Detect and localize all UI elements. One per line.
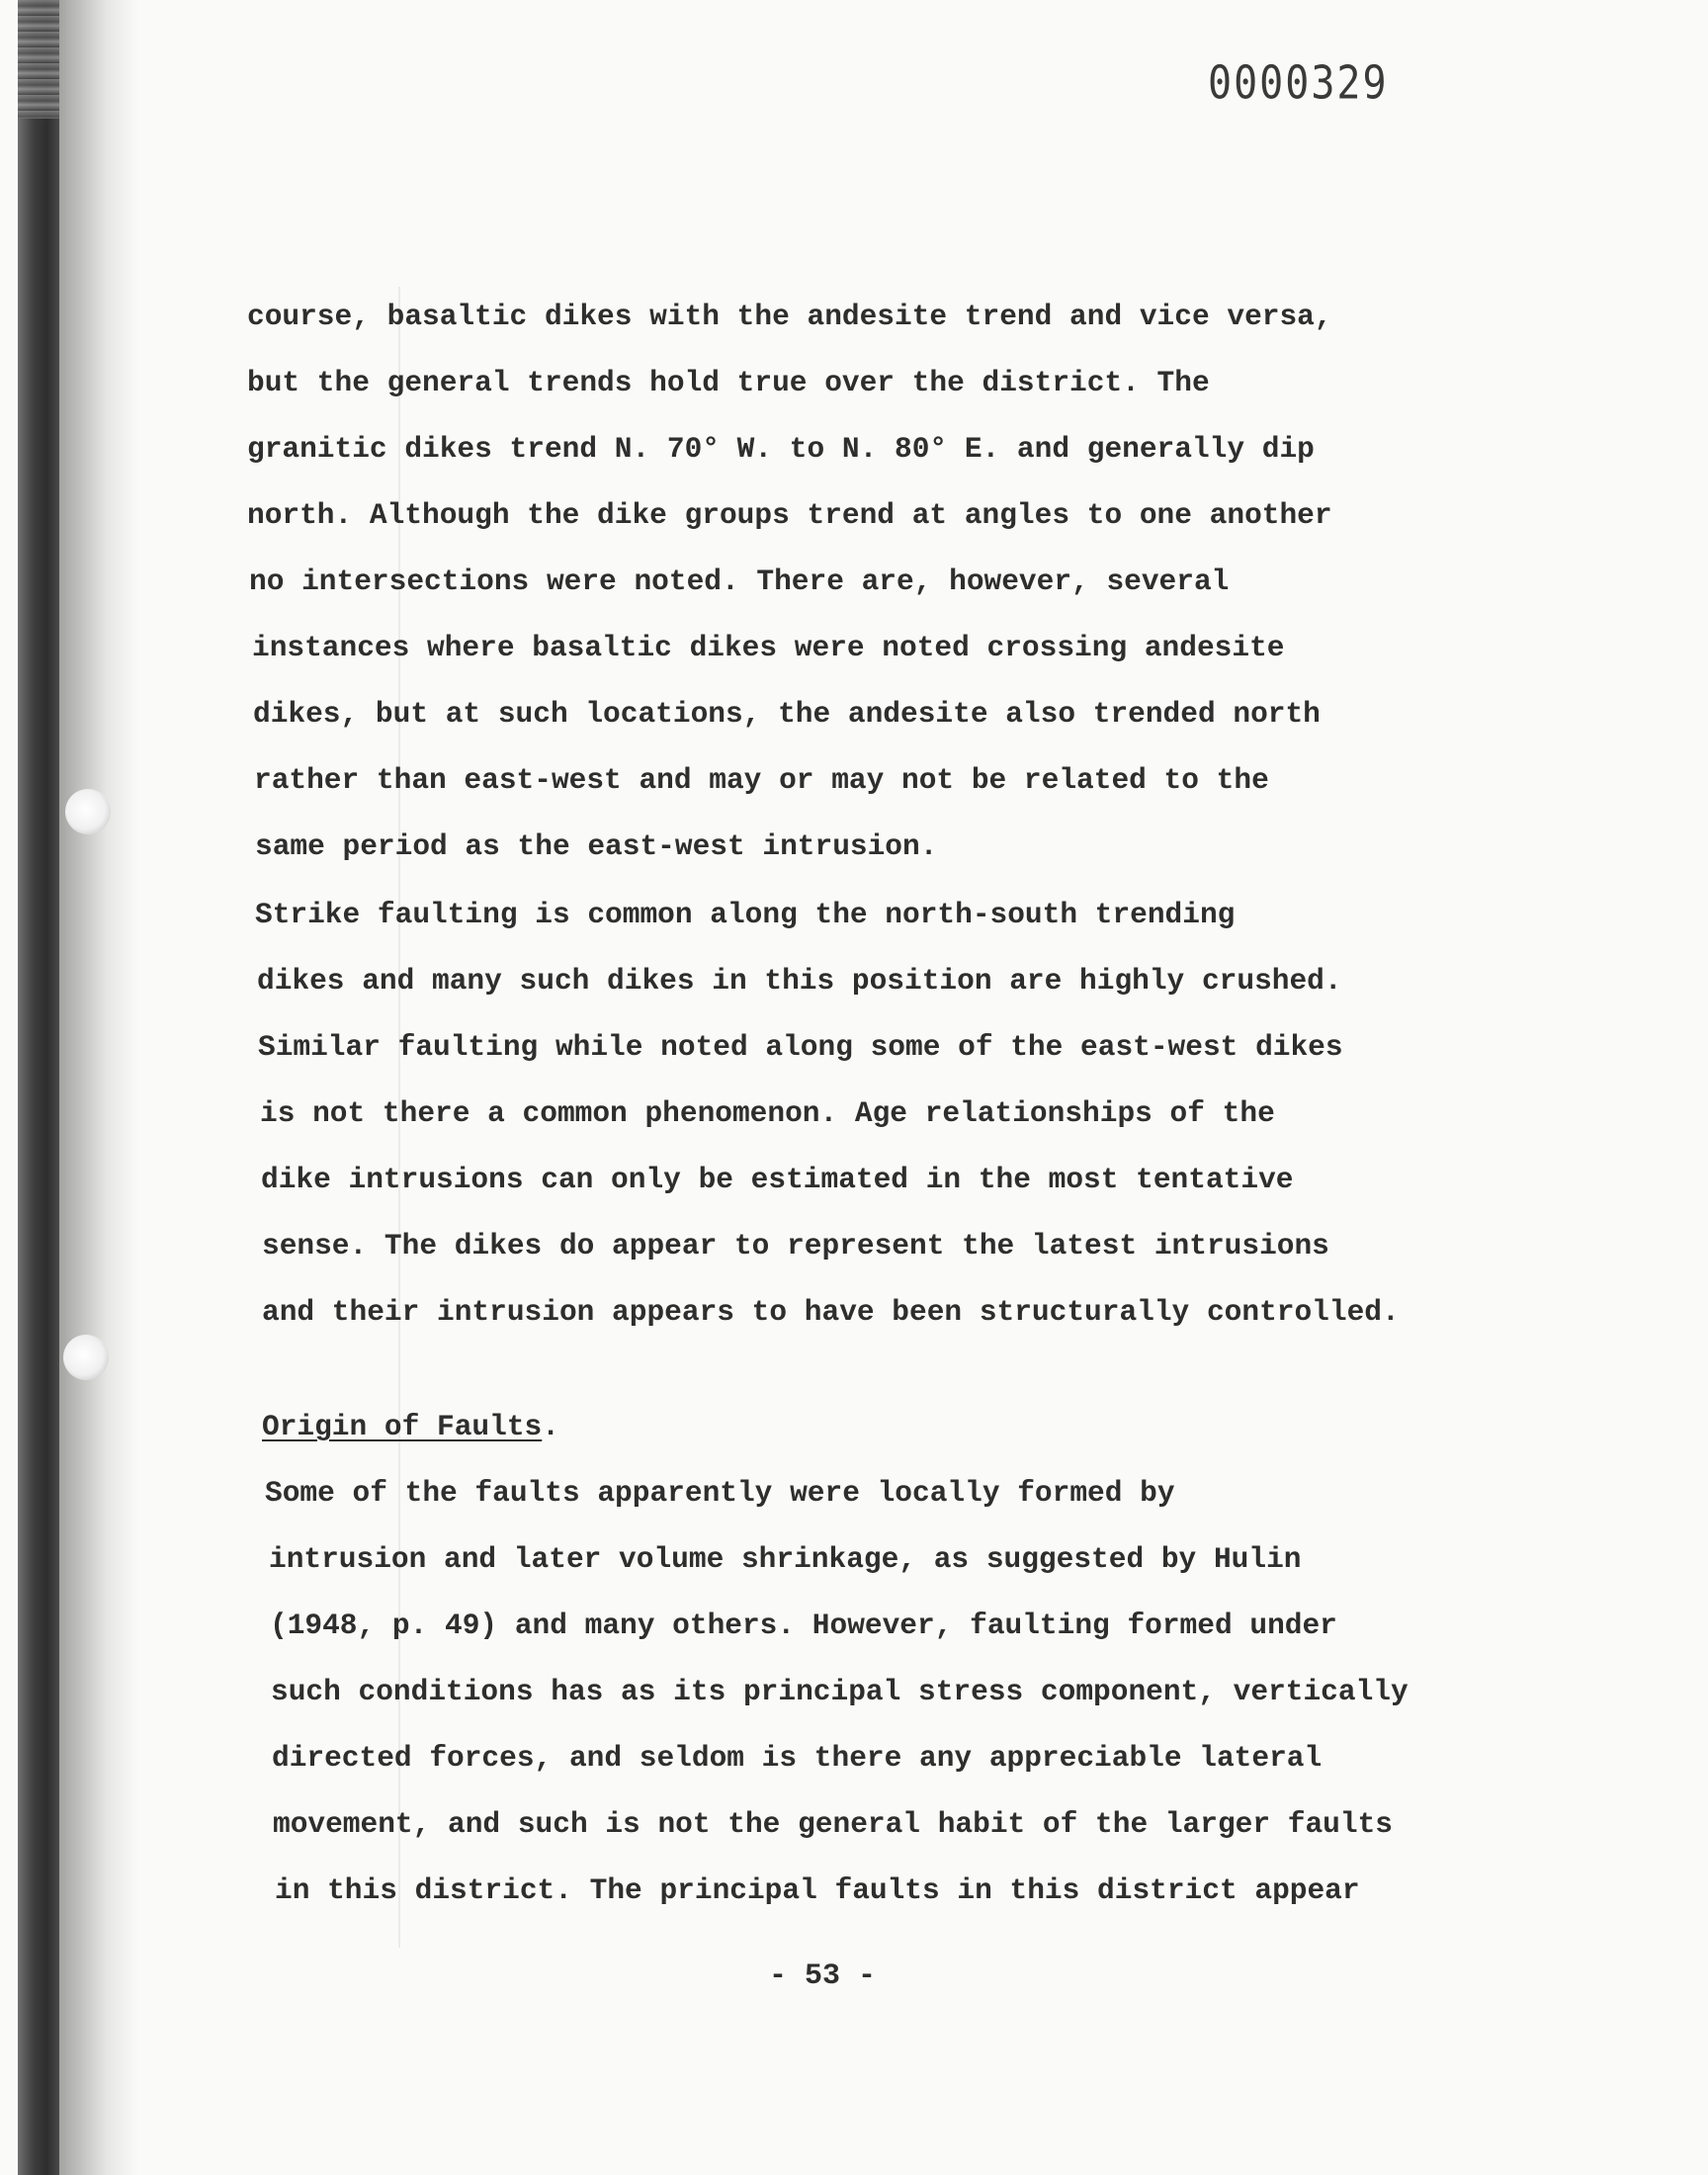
paragraph-1-line: instances where basaltic dikes were noted crossing andesite	[252, 631, 1285, 664]
paragraph-1-line: granitic dikes trend N. 70° W. to N. 80° E. and generally dip	[247, 432, 1315, 466]
section-heading	[262, 1407, 559, 1446]
paragraph-2-line: Strike faulting is common along the north-south trending	[255, 898, 1236, 931]
section-heading-period: .	[542, 1410, 559, 1443]
paragraph-3-line: directed forces, and seldom is there any appreciable lateral	[272, 1741, 1323, 1775]
paragraph-1-line: same period as the east-west intrusion.	[255, 829, 938, 863]
paragraph-1-line: dikes, but at such locations, the andesite also trended north	[253, 697, 1321, 731]
section-heading-text: Origin of Faults	[262, 1410, 543, 1443]
paragraph-3-line: (1948, p. 49) and many others. However, faulting formed under	[270, 1609, 1337, 1642]
paragraph-2-line: sense. The dikes do appear to represent the latest intrusions	[262, 1229, 1329, 1262]
paragraph-2-line: dike intrusions can only be estimated in the most tentative	[261, 1163, 1294, 1196]
paragraph-1-line: but the general trends hold true over the district. The	[247, 366, 1210, 399]
paragraph-3-line: in this district. The principal faults in this district appear	[275, 1873, 1360, 1907]
page-number: - 53 -	[769, 1959, 877, 1993]
binding-shadow	[59, 0, 138, 2175]
binding-edge	[18, 0, 59, 2175]
binding-edge-texture	[18, 0, 59, 119]
paragraph-1-line: course, basaltic dikes with the andesite trend and vice versa,	[247, 300, 1332, 333]
paragraph-2-line: Similar faulting while noted along some of the east-west dikes	[258, 1030, 1343, 1064]
paragraph-1-line: north. Although the dike groups trend at angles to one another	[247, 498, 1332, 532]
punch-hole-lower	[63, 1335, 109, 1380]
document-number: 0000329	[1208, 57, 1389, 110]
paragraph-1-line: rather than east-west and may or may not be related to the	[254, 763, 1269, 797]
paragraph-2-line: is not there a common phenomenon. Age relationships of the	[260, 1096, 1275, 1130]
punch-hole-upper	[65, 789, 111, 834]
paragraph-3-line: movement, and such is not the general habit of the larger faults	[273, 1807, 1393, 1841]
paragraph-3-line: such conditions has as its principal stress component, vertically	[271, 1675, 1409, 1708]
paragraph-3-line: intrusion and later volume shrinkage, as suggested by Hulin	[269, 1542, 1302, 1576]
paragraph-3-line: Some of the faults apparently were locally formed by	[265, 1476, 1175, 1510]
paragraph-2-line: dikes and many such dikes in this position are highly crushed.	[257, 964, 1342, 998]
paragraph-1-line: no intersections were noted. There are, however, several	[249, 565, 1230, 598]
paragraph-2-line: and their intrusion appears to have been structurally controlled.	[262, 1295, 1400, 1329]
